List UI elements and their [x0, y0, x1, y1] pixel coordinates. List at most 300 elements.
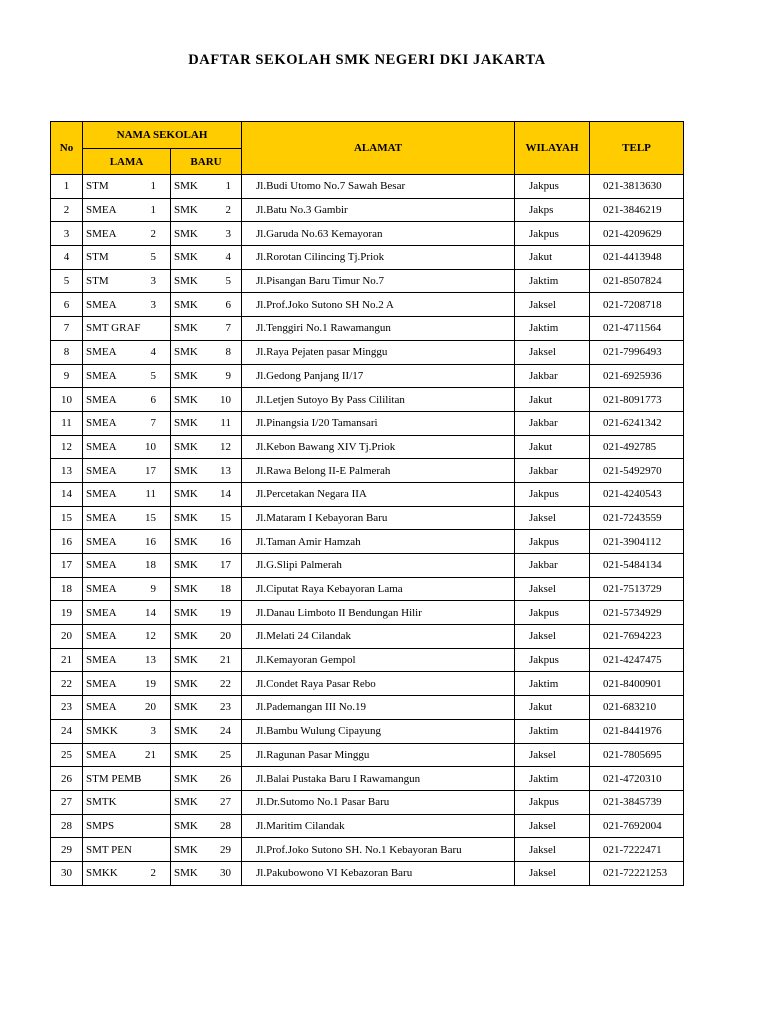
cell-no: 27 — [51, 790, 83, 814]
table-row — [51, 648, 684, 672]
cell-wilayah: Jaktim — [515, 719, 590, 743]
lama-name: SMEA — [86, 417, 117, 430]
cell-wilayah: Jaksel — [515, 838, 590, 862]
cell-no: 3 — [51, 222, 83, 246]
baru-number: 27 — [220, 796, 232, 809]
cell-baru — [171, 743, 242, 767]
cell-baru — [171, 601, 242, 625]
cell-wilayah: Jaktim — [515, 269, 590, 293]
cell-no: 13 — [51, 459, 83, 483]
cell-no: 25 — [51, 743, 83, 767]
cell-no: 22 — [51, 672, 83, 696]
table-row — [51, 269, 684, 293]
baru-name: SMK — [174, 464, 198, 477]
table-row — [51, 435, 684, 459]
lama-name: SMEA — [86, 606, 117, 619]
page-title: DAFTAR SEKOLAH SMK NEGERI DKI JAKARTA — [188, 52, 546, 68]
lama-number: 5 — [150, 251, 156, 264]
cell-alamat: Jl.Balai Pustaka Baru I Rawamangun — [242, 767, 515, 791]
table-row — [51, 293, 684, 317]
baru-number: 7 — [225, 322, 232, 335]
cell-no: 21 — [51, 648, 83, 672]
baru-number: 8 — [225, 346, 232, 359]
cell-wilayah: Jaktim — [515, 317, 590, 341]
lama-name: SMEA — [86, 464, 117, 477]
cell-lama — [83, 411, 171, 435]
baru-number: 9 — [225, 369, 232, 382]
cell-baru — [171, 269, 242, 293]
cell-no: 28 — [51, 814, 83, 838]
baru-number: 15 — [220, 511, 232, 524]
cell-no: 29 — [51, 838, 83, 862]
baru-number: 21 — [220, 654, 232, 667]
cell-alamat: Jl.Prof.Joko Sutono SH. No.1 Kebayoran Baru — [242, 838, 515, 862]
baru-number: 26 — [220, 772, 232, 785]
cell-telp: 021-3813630 — [590, 175, 684, 199]
baru-number: 24 — [220, 725, 232, 738]
baru-number: 12 — [220, 440, 232, 453]
header-alamat: ALAMAT — [242, 122, 515, 175]
cell-no: 17 — [51, 554, 83, 578]
cell-wilayah: Jakut — [515, 246, 590, 270]
cell-lama — [83, 743, 171, 767]
lama-number: 9 — [150, 583, 156, 596]
baru-number: 19 — [220, 606, 232, 619]
table-row — [51, 506, 684, 530]
baru-name: SMK — [174, 488, 198, 501]
baru-number: 17 — [220, 559, 232, 572]
lama-name: SMEA — [86, 654, 117, 667]
cell-telp: 021-3904112 — [590, 530, 684, 554]
cell-baru — [171, 506, 242, 530]
baru-number: 2 — [225, 204, 232, 217]
cell-no: 9 — [51, 364, 83, 388]
baru-number: 23 — [220, 701, 232, 714]
cell-wilayah: Jaksel — [515, 577, 590, 601]
cell-no: 8 — [51, 340, 83, 364]
lama-name: SMEA — [86, 630, 117, 643]
table-row — [51, 317, 684, 341]
cell-telp: 021-7805695 — [590, 743, 684, 767]
baru-name: SMK — [174, 298, 198, 311]
cell-telp: 021-4413948 — [590, 246, 684, 270]
lama-number: 3 — [150, 725, 156, 738]
baru-name: SMK — [174, 867, 198, 880]
cell-no: 11 — [51, 411, 83, 435]
lama-name: SMKK — [86, 725, 118, 738]
cell-alamat: Jl.Melati 24 Cilandak — [242, 625, 515, 649]
cell-lama — [83, 364, 171, 388]
cell-telp: 021-4247475 — [590, 648, 684, 672]
baru-name: SMK — [174, 843, 198, 856]
lama-name: SMT GRAF — [86, 322, 141, 335]
baru-number: 16 — [220, 535, 232, 548]
cell-no: 1 — [51, 175, 83, 199]
cell-baru — [171, 222, 242, 246]
baru-name: SMK — [174, 559, 198, 572]
cell-lama — [83, 293, 171, 317]
baru-number: 6 — [225, 298, 232, 311]
cell-wilayah: Jakbar — [515, 411, 590, 435]
cell-telp: 021-4720310 — [590, 767, 684, 791]
table-row — [51, 814, 684, 838]
cell-wilayah: Jakpus — [515, 482, 590, 506]
baru-name: SMK — [174, 819, 198, 832]
lama-number: 12 — [145, 630, 156, 643]
cell-alamat: Jl.G.Slipi Palmerah — [242, 554, 515, 578]
cell-telp: 021-3846219 — [590, 198, 684, 222]
cell-alamat: Jl.Kebon Bawang XIV Tj.Priok — [242, 435, 515, 459]
cell-wilayah: Jakpus — [515, 790, 590, 814]
lama-name: SMEA — [86, 535, 117, 548]
cell-alamat: Jl.Pisangan Baru Timur No.7 — [242, 269, 515, 293]
cell-no: 10 — [51, 388, 83, 412]
baru-name: SMK — [174, 180, 198, 193]
cell-telp: 021-492785 — [590, 435, 684, 459]
baru-name: SMK — [174, 630, 198, 643]
cell-telp: 021-5734929 — [590, 601, 684, 625]
table-row — [51, 838, 684, 862]
cell-telp: 021-6925936 — [590, 364, 684, 388]
cell-baru — [171, 340, 242, 364]
cell-baru — [171, 317, 242, 341]
cell-no: 12 — [51, 435, 83, 459]
cell-baru — [171, 246, 242, 270]
cell-baru — [171, 482, 242, 506]
cell-baru — [171, 530, 242, 554]
cell-baru — [171, 388, 242, 412]
lama-name: SMEA — [86, 511, 117, 524]
table-row — [51, 388, 684, 412]
table-row — [51, 222, 684, 246]
baru-name: SMK — [174, 369, 198, 382]
lama-name: SMEA — [86, 204, 117, 217]
cell-alamat: Jl.Budi Utomo No.7 Sawah Besar — [242, 175, 515, 199]
header-wilayah: WILAYAH — [515, 122, 590, 175]
header-telp: TELP — [590, 122, 684, 175]
cell-wilayah: Jakps — [515, 198, 590, 222]
cell-wilayah: Jakbar — [515, 459, 590, 483]
cell-lama — [83, 577, 171, 601]
table-row — [51, 696, 684, 720]
baru-number: 18 — [220, 583, 232, 596]
cell-no: 23 — [51, 696, 83, 720]
cell-no: 2 — [51, 198, 83, 222]
cell-baru — [171, 838, 242, 862]
lama-name: SMEA — [86, 393, 117, 406]
cell-no: 7 — [51, 317, 83, 341]
lama-name: SMKK — [86, 867, 118, 880]
cell-baru — [171, 459, 242, 483]
table-row — [51, 482, 684, 506]
lama-number: 1 — [150, 204, 156, 217]
baru-name: SMK — [174, 227, 198, 240]
lama-name: STM — [86, 275, 109, 288]
cell-baru — [171, 648, 242, 672]
table-row — [51, 672, 684, 696]
cell-no: 18 — [51, 577, 83, 601]
baru-number: 1 — [225, 180, 232, 193]
cell-baru — [171, 814, 242, 838]
cell-baru — [171, 625, 242, 649]
lama-number: 18 — [145, 559, 156, 572]
cell-telp: 021-8441976 — [590, 719, 684, 743]
lama-name: SMEA — [86, 488, 117, 501]
baru-number: 3 — [225, 227, 232, 240]
cell-telp: 021-7513729 — [590, 577, 684, 601]
lama-number: 10 — [145, 440, 156, 453]
lama-name: SMEA — [86, 677, 117, 690]
cell-no: 5 — [51, 269, 83, 293]
table-row — [51, 790, 684, 814]
cell-telp: 021-7996493 — [590, 340, 684, 364]
table-row — [51, 364, 684, 388]
baru-name: SMK — [174, 796, 198, 809]
cell-telp: 021-5484134 — [590, 554, 684, 578]
cell-lama — [83, 459, 171, 483]
cell-telp: 021-8091773 — [590, 388, 684, 412]
cell-alamat: Jl.Batu No.3 Gambir — [242, 198, 515, 222]
baru-name: SMK — [174, 725, 198, 738]
baru-name: SMK — [174, 772, 198, 785]
baru-name: SMK — [174, 440, 198, 453]
table-row — [51, 530, 684, 554]
table-row — [51, 577, 684, 601]
lama-name: SMEA — [86, 440, 117, 453]
baru-number: 29 — [220, 843, 232, 856]
cell-telp: 021-7208718 — [590, 293, 684, 317]
cell-no: 19 — [51, 601, 83, 625]
cell-lama — [83, 317, 171, 341]
baru-name: SMK — [174, 417, 198, 430]
cell-no: 24 — [51, 719, 83, 743]
baru-name: SMK — [174, 701, 198, 714]
table-row — [51, 175, 684, 199]
lama-name: SMEA — [86, 559, 117, 572]
lama-name: SMEA — [86, 298, 117, 311]
lama-number: 2 — [150, 227, 156, 240]
header-no: No — [51, 122, 83, 175]
table-row — [51, 554, 684, 578]
cell-wilayah: Jakpus — [515, 530, 590, 554]
cell-wilayah: Jakut — [515, 435, 590, 459]
cell-telp: 021-6241342 — [590, 411, 684, 435]
cell-no: 14 — [51, 482, 83, 506]
lama-number: 19 — [145, 677, 156, 690]
table-row — [51, 719, 684, 743]
baru-name: SMK — [174, 583, 198, 596]
lama-number: 3 — [150, 298, 156, 311]
cell-wilayah: Jaksel — [515, 743, 590, 767]
cell-wilayah: Jakpus — [515, 601, 590, 625]
table-row — [51, 625, 684, 649]
table-row — [51, 767, 684, 791]
lama-number: 4 — [150, 346, 156, 359]
cell-lama — [83, 222, 171, 246]
cell-lama — [83, 246, 171, 270]
cell-lama — [83, 838, 171, 862]
cell-lama — [83, 482, 171, 506]
cell-wilayah: Jaksel — [515, 506, 590, 530]
header-lama: LAMA — [83, 149, 171, 175]
cell-alamat: Jl.Rawa Belong II-E Palmerah — [242, 459, 515, 483]
cell-telp: 021-7243559 — [590, 506, 684, 530]
cell-no: 6 — [51, 293, 83, 317]
lama-name: SMEA — [86, 227, 117, 240]
cell-wilayah: Jakpus — [515, 222, 590, 246]
cell-wilayah: Jakut — [515, 388, 590, 412]
baru-name: SMK — [174, 204, 198, 217]
lama-number: 5 — [150, 369, 156, 382]
lama-number: 21 — [145, 748, 156, 761]
cell-alamat: Jl.Kemayoran Gempol — [242, 648, 515, 672]
baru-name: SMK — [174, 748, 198, 761]
baru-name: SMK — [174, 275, 198, 288]
cell-baru — [171, 411, 242, 435]
baru-name: SMK — [174, 535, 198, 548]
lama-name: SMTK — [86, 796, 117, 809]
cell-telp: 021-3845739 — [590, 790, 684, 814]
lama-name: STM PEMB — [86, 772, 142, 785]
cell-wilayah: Jaktim — [515, 672, 590, 696]
cell-no: 16 — [51, 530, 83, 554]
table-body — [51, 175, 684, 886]
cell-wilayah: Jakbar — [515, 364, 590, 388]
cell-lama — [83, 672, 171, 696]
cell-wilayah: Jaksel — [515, 340, 590, 364]
header-baru: BARU — [171, 149, 242, 175]
cell-lama — [83, 388, 171, 412]
cell-alamat: Jl.Garuda No.63 Kemayoran — [242, 222, 515, 246]
cell-lama — [83, 175, 171, 199]
cell-alamat: Jl.Mataram I Kebayoran Baru — [242, 506, 515, 530]
cell-lama — [83, 767, 171, 791]
cell-baru — [171, 577, 242, 601]
lama-number: 3 — [150, 275, 156, 288]
cell-lama — [83, 648, 171, 672]
cell-alamat: Jl.Danau Limboto II Bendungan Hilir — [242, 601, 515, 625]
cell-wilayah: Jakbar — [515, 554, 590, 578]
baru-name: SMK — [174, 346, 198, 359]
baru-number: 14 — [220, 488, 232, 501]
lama-number: 13 — [145, 654, 156, 667]
baru-number: 11 — [220, 417, 232, 430]
cell-alamat: Jl.Percetakan Negara IIA — [242, 482, 515, 506]
baru-name: SMK — [174, 606, 198, 619]
table-row — [51, 743, 684, 767]
cell-alamat: Jl.Pinangsia I/20 Tamansari — [242, 411, 515, 435]
baru-number: 22 — [220, 677, 232, 690]
cell-no: 15 — [51, 506, 83, 530]
lama-name: SMEA — [86, 748, 117, 761]
lama-number: 20 — [145, 701, 156, 714]
cell-telp: 021-72221253 — [590, 861, 684, 885]
cell-telp: 021-683210 — [590, 696, 684, 720]
cell-lama — [83, 696, 171, 720]
lama-number: 14 — [145, 606, 156, 619]
cell-lama — [83, 719, 171, 743]
cell-baru — [171, 790, 242, 814]
baru-number: 20 — [220, 630, 232, 643]
cell-baru — [171, 175, 242, 199]
cell-baru — [171, 435, 242, 459]
cell-alamat: Jl.Dr.Sutomo No.1 Pasar Baru — [242, 790, 515, 814]
cell-lama — [83, 814, 171, 838]
cell-alamat: Jl.Letjen Sutoyo By Pass Cililitan — [242, 388, 515, 412]
cell-telp: 021-4209629 — [590, 222, 684, 246]
cell-baru — [171, 198, 242, 222]
cell-lama — [83, 625, 171, 649]
cell-lama — [83, 506, 171, 530]
cell-lama — [83, 530, 171, 554]
cell-wilayah: Jaktim — [515, 767, 590, 791]
lama-number: 11 — [145, 488, 156, 501]
cell-baru — [171, 364, 242, 388]
baru-number: 28 — [220, 819, 232, 832]
school-table — [50, 121, 684, 886]
cell-alamat: Jl.Rorotan Cilincing Tj.Priok — [242, 246, 515, 270]
cell-alamat: Jl.Tenggiri No.1 Rawamangun — [242, 317, 515, 341]
cell-wilayah: Jaksel — [515, 625, 590, 649]
cell-alamat: Jl.Ciputat Raya Kebayoran Lama — [242, 577, 515, 601]
cell-telp: 021-7222471 — [590, 838, 684, 862]
baru-number: 10 — [220, 393, 232, 406]
cell-telp: 021-7692004 — [590, 814, 684, 838]
lama-name: SMPS — [86, 819, 115, 832]
cell-no: 30 — [51, 861, 83, 885]
baru-number: 5 — [225, 275, 232, 288]
cell-wilayah: Jaksel — [515, 293, 590, 317]
baru-name: SMK — [174, 654, 198, 667]
lama-number: 2 — [150, 867, 156, 880]
cell-telp: 021-4711564 — [590, 317, 684, 341]
cell-lama — [83, 435, 171, 459]
lama-name: STM — [86, 251, 109, 264]
cell-alamat: Jl.Ragunan Pasar Minggu — [242, 743, 515, 767]
cell-no: 4 — [51, 246, 83, 270]
baru-name: SMK — [174, 322, 198, 335]
cell-baru — [171, 861, 242, 885]
cell-alamat: Jl.Taman Amir Hamzah — [242, 530, 515, 554]
cell-lama — [83, 790, 171, 814]
cell-telp: 021-8507824 — [590, 269, 684, 293]
cell-baru — [171, 767, 242, 791]
cell-baru — [171, 719, 242, 743]
cell-alamat: Jl.Gedong Panjang II/17 — [242, 364, 515, 388]
cell-telp: 021-5492970 — [590, 459, 684, 483]
baru-name: SMK — [174, 677, 198, 690]
lama-name: STM — [86, 180, 109, 193]
cell-telp: 021-7694223 — [590, 625, 684, 649]
lama-number: 15 — [145, 511, 156, 524]
lama-number: 6 — [150, 393, 156, 406]
cell-telp: 021-8400901 — [590, 672, 684, 696]
cell-baru — [171, 672, 242, 696]
cell-wilayah: Jakpus — [515, 175, 590, 199]
cell-lama — [83, 340, 171, 364]
baru-name: SMK — [174, 511, 198, 524]
cell-baru — [171, 554, 242, 578]
lama-name: SMT PEN — [86, 843, 132, 856]
cell-alamat: Jl.Pakubowono VI Kebazoran Baru — [242, 861, 515, 885]
baru-number: 13 — [220, 464, 232, 477]
cell-lama — [83, 861, 171, 885]
header-nama-sekolah: NAMA SEKOLAH — [83, 122, 242, 149]
cell-alamat: Jl.Maritim Cilandak — [242, 814, 515, 838]
baru-number: 25 — [220, 748, 232, 761]
table-row — [51, 601, 684, 625]
cell-wilayah: Jaksel — [515, 814, 590, 838]
